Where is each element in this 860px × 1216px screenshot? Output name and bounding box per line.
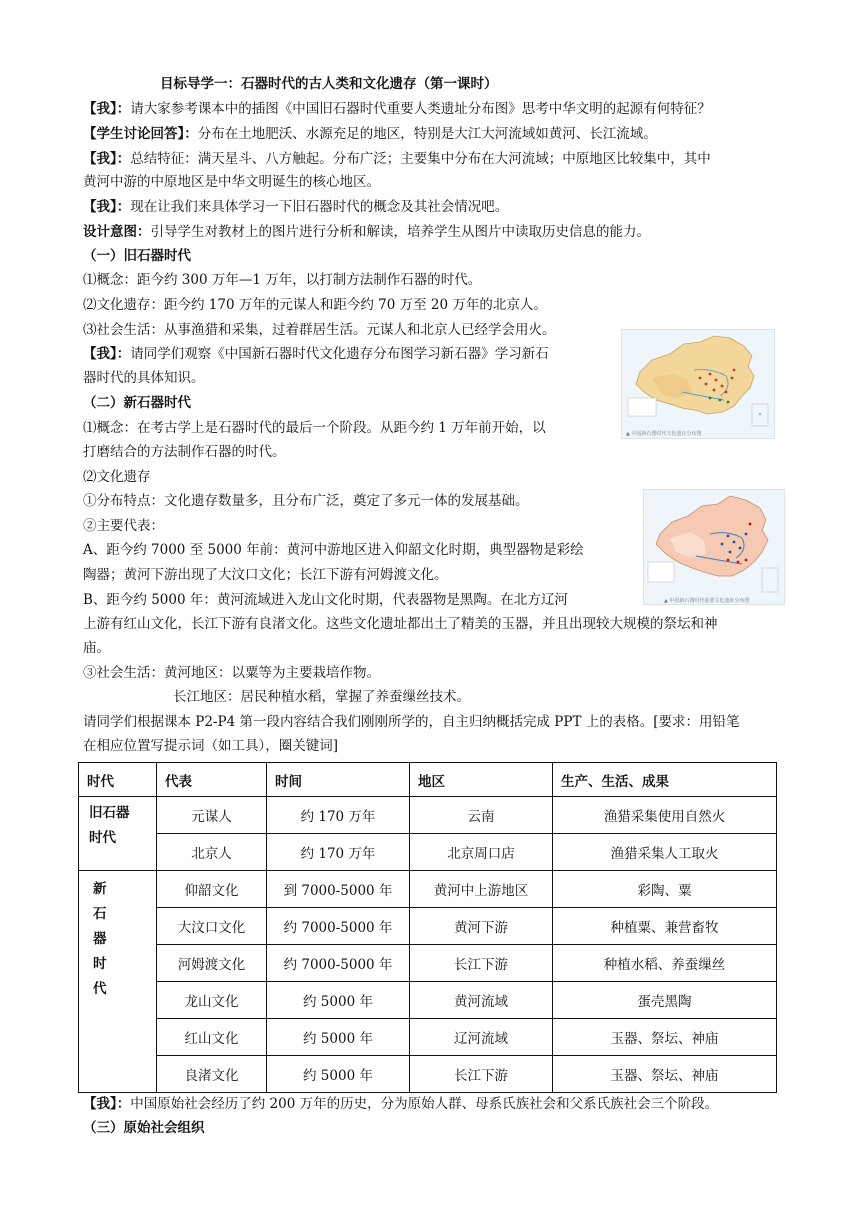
table-cell: 长江下游 (410, 1056, 553, 1093)
paragraph: 【我】：总结特征：满天星斗、八方触起。分布广泛；主要集中分布在大河流域；中原地区比较集中，其中 (83, 151, 711, 167)
summary-table (78, 762, 777, 1093)
table-cell: 玉器、祭坛、神庙 (553, 1019, 777, 1056)
map-neolithic-cultures-image (643, 489, 785, 605)
era-cell-paleolithic: 旧石器 时代 (79, 797, 157, 871)
paragraph-continued: 在相应位置写提示词（如工具），圈关键词] (83, 738, 339, 754)
paragraph: 请同学们根据课本 P2-P4 第一段内容结合我们刚刚所学的，自主归纳概括完成 PPT 上的表格。[要求：用铅笔 (83, 714, 740, 730)
column-header: 时间 (267, 763, 410, 797)
heading-neolithic: （二）新石器时代 (83, 395, 191, 411)
table-cell: 黄河流域 (410, 982, 553, 1019)
table-cell: 黄河中上游地区 (410, 871, 553, 908)
table-cell: 彩陶、粟 (553, 871, 777, 908)
table-cell: 约 5000 年 (267, 1019, 410, 1056)
list-item: ⑴概念：距今约 300 万年—1 万年，以打制方法制作石器的时代。 (83, 272, 482, 288)
table-cell: 良渚文化 (157, 1056, 267, 1093)
list-item-continued: 打磨结合的方法制作石器的时代。 (83, 444, 286, 460)
table-row (79, 797, 777, 834)
list-item: ⑴概念：在考古学上是石器时代的最后一个阶段。从距今约 1 万年前开始，以 (83, 420, 546, 436)
table-cell: 北京周口店 (410, 834, 553, 871)
table-cell: 约 170 万年 (267, 797, 410, 834)
list-item-continued: 陶器；黄河下游出现了大汶口文化；长江下游有河姆渡文化。 (83, 567, 448, 583)
table-cell: 龙山文化 (157, 982, 267, 1019)
table-cell: 种植粟、兼营畜牧 (553, 908, 777, 945)
map-neolithic-sites-image (621, 329, 775, 439)
paragraph: 【我】：中国原始社会经历了约 200 万年的历史，分为原始人群、母系氏族社会和父系氏族社会三个阶段。 (83, 1096, 719, 1112)
map-caption: ▲ 中国新石器时代重要文化遗址分布图 (664, 598, 750, 604)
table-row (79, 1019, 777, 1056)
heading-paleolithic: （一）旧石器时代 (83, 248, 191, 264)
table-cell: 黄河下游 (410, 908, 553, 945)
table-cell: 约 7000-5000 年 (267, 945, 410, 982)
table-cell: 渔猎采集使用自然火 (553, 797, 777, 834)
table-cell: 渔猎采集人工取火 (553, 834, 777, 871)
table-cell: 玉器、祭坛、神庙 (553, 1056, 777, 1093)
table-header-row (79, 763, 777, 797)
table-cell: 仰韶文化 (157, 871, 267, 908)
table-cell: 约 7000-5000 年 (267, 908, 410, 945)
table-cell: 红山文化 (157, 1019, 267, 1056)
table-cell: 大汶口文化 (157, 908, 267, 945)
table-cell: 蛋壳黑陶 (553, 982, 777, 1019)
paragraph: 【我】：请大家参考课本中的插图《中国旧石器时代重要人类遗址分布图》思考中华文明的起源有何特征？ (83, 101, 711, 117)
list-item: A、距今约 7000 至 5000 年前：黄河中游地区进入仰韶文化时期，典型器物是彩绘 (83, 542, 584, 558)
table-row (79, 982, 777, 1019)
list-item: ①分布特点：文化遗存数量多，且分布广泛，奠定了多元一体的发展基础。 (83, 493, 529, 509)
list-item-continued: 上游有红山文化，长江下游有良渚文化。这些文化遗址都出土了精美的玉器，并且出现较大规模的祭坛和神 (83, 616, 718, 632)
list-item-continued: 庙。 (83, 640, 110, 656)
table-row (79, 908, 777, 945)
heading-primitive-society: （三）原始社会组织 (83, 1120, 205, 1136)
table-cell: 约 170 万年 (267, 834, 410, 871)
table-row (79, 871, 777, 908)
paragraph-continued: 黄河中游的中原地区是中华文明诞生的核心地区。 (83, 174, 380, 190)
list-item: ③社会生活：黄河地区：以粟等为主要栽培作物。 (83, 665, 380, 681)
table-cell: 长江下游 (410, 945, 553, 982)
paragraph: 【我】：请同学们观察《中国新石器时代文化遗存分布图学习新石器》学习新石 (83, 346, 549, 362)
design-intent: 设计意图：引导学生对教材上的图片进行分析和解读，培养学生从图片中读取历史信息的能力。 (83, 224, 650, 240)
list-item: B、距今约 5000 年：黄河流域进入龙山文化时期，代表器物是黑陶。在北方辽河 (83, 592, 568, 608)
table-cell: 到 7000-5000 年 (267, 871, 410, 908)
table-cell: 种植水稻、养蚕缫丝 (553, 945, 777, 982)
table-row (79, 1056, 777, 1093)
era-cell-neolithic: 新 石 器 时 代 (79, 871, 157, 1093)
table-row (79, 945, 777, 982)
map-caption: ▲ 中国新石器时代文化遗存分布图 (626, 431, 702, 437)
table-cell: 北京人 (157, 834, 267, 871)
paragraph-continued: 器时代的具体知识。 (83, 370, 205, 386)
column-header: 生产、生活、成果 (553, 763, 777, 797)
list-item: ②主要代表： (83, 518, 164, 534)
list-item: ⑵文化遗存 (83, 469, 151, 485)
column-header: 时代 (79, 763, 157, 797)
table-cell: 约 5000 年 (267, 1056, 410, 1093)
table-cell: 云南 (410, 797, 553, 834)
table-cell: 辽河流域 (410, 1019, 553, 1056)
list-item-continued: 长江地区：居民种植水稻，掌握了养蚕缫丝技术。 (173, 689, 470, 705)
table-row (79, 834, 777, 871)
table-cell: 河姆渡文化 (157, 945, 267, 982)
list-item: ⑵文化遗存：距今约 170 万年的元谋人和距今约 70 万至 20 万年的北京人。 (83, 297, 547, 313)
list-item: ⑶社会生活：从事渔猎和采集，过着群居生活。元谋人和北京人已经学会用火。 (83, 322, 556, 338)
table-cell: 约 5000 年 (267, 982, 410, 1019)
table-cell: 元谋人 (157, 797, 267, 834)
column-header: 代表 (157, 763, 267, 797)
paragraph: 【我】：现在让我们来具体学习一下旧石器时代的概念及其社会情况吧。 (83, 199, 509, 215)
paragraph: 【学生讨论回答】：分布在土地肥沃、水源充足的地区，特别是大江大河流域如黄河、长江流域。 (83, 126, 657, 142)
column-header: 地区 (410, 763, 553, 797)
section-title: 目标导学一：石器时代的古人类和文化遗存（第一课时） (160, 76, 498, 92)
